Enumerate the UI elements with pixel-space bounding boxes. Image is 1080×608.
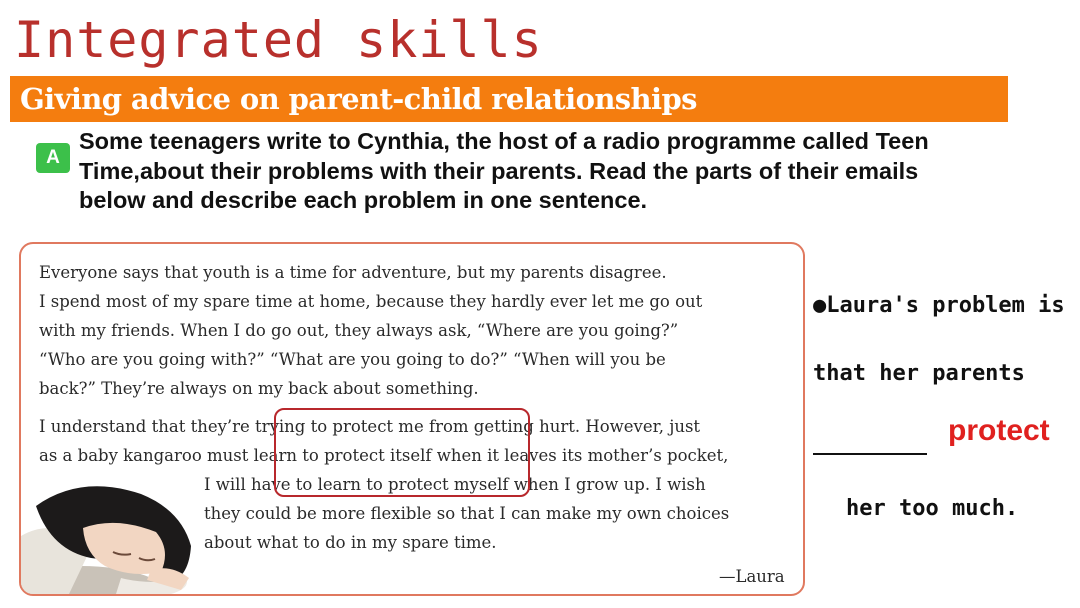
page-title: Integrated skills [14,11,543,69]
passage-line: I understand that they’re trying to protect me from getting hurt. However, just [39,417,701,436]
passage-line: I spend most of my spare time at home, because they hardly ever let me go out [39,292,703,311]
passage-line: “Who are you going with?” “What are you going to do?” “When will you be [39,350,666,369]
banner-title: Giving advice on parent-child relationships [20,82,697,116]
passage-line: back?” They’re always on my back about something. [39,379,479,398]
answer-blank-line [813,453,927,455]
instruction-line: Time,about their problems with their parents. Read the parts of their emails [79,157,919,184]
instructions [79,127,1069,216]
sleeping-girl-illustration [21,466,206,594]
passage-line: they could be more flexible so that I can make my own choices [204,504,730,523]
instruction-line: Some teenagers write to Cynthia, the host of a radio programme called Teen [79,128,929,154]
section-banner [10,76,1008,122]
answer-fill-word: protect [948,414,1050,447]
passage-line: Everyone says that youth is a time for adventure, but my parents disagree. [39,263,667,282]
answer-line-3: her too much. [846,496,1019,521]
passage-line: about what to do in my spare time. [204,533,497,552]
passage-line: as a baby kangaroo must learn to protect itself when it leaves its mother’s pocket, [39,446,729,465]
passage-line: with my friends. When I do go out, they always ask, “Where are you going?” [39,321,679,340]
exercise-label-badge: A [36,143,70,173]
highlight-box [274,408,530,497]
passage-signature: —Laura [719,567,785,586]
instruction-line: below and describe each problem in one sentence. [79,187,648,213]
answer-line-2: that her parents [813,361,1025,386]
passage-line: I will have to learn to protect myself when I grow up. I wish [204,475,706,494]
email-excerpt-card [19,242,805,596]
answer-line-1: ●Laura's problem is [813,293,1065,318]
